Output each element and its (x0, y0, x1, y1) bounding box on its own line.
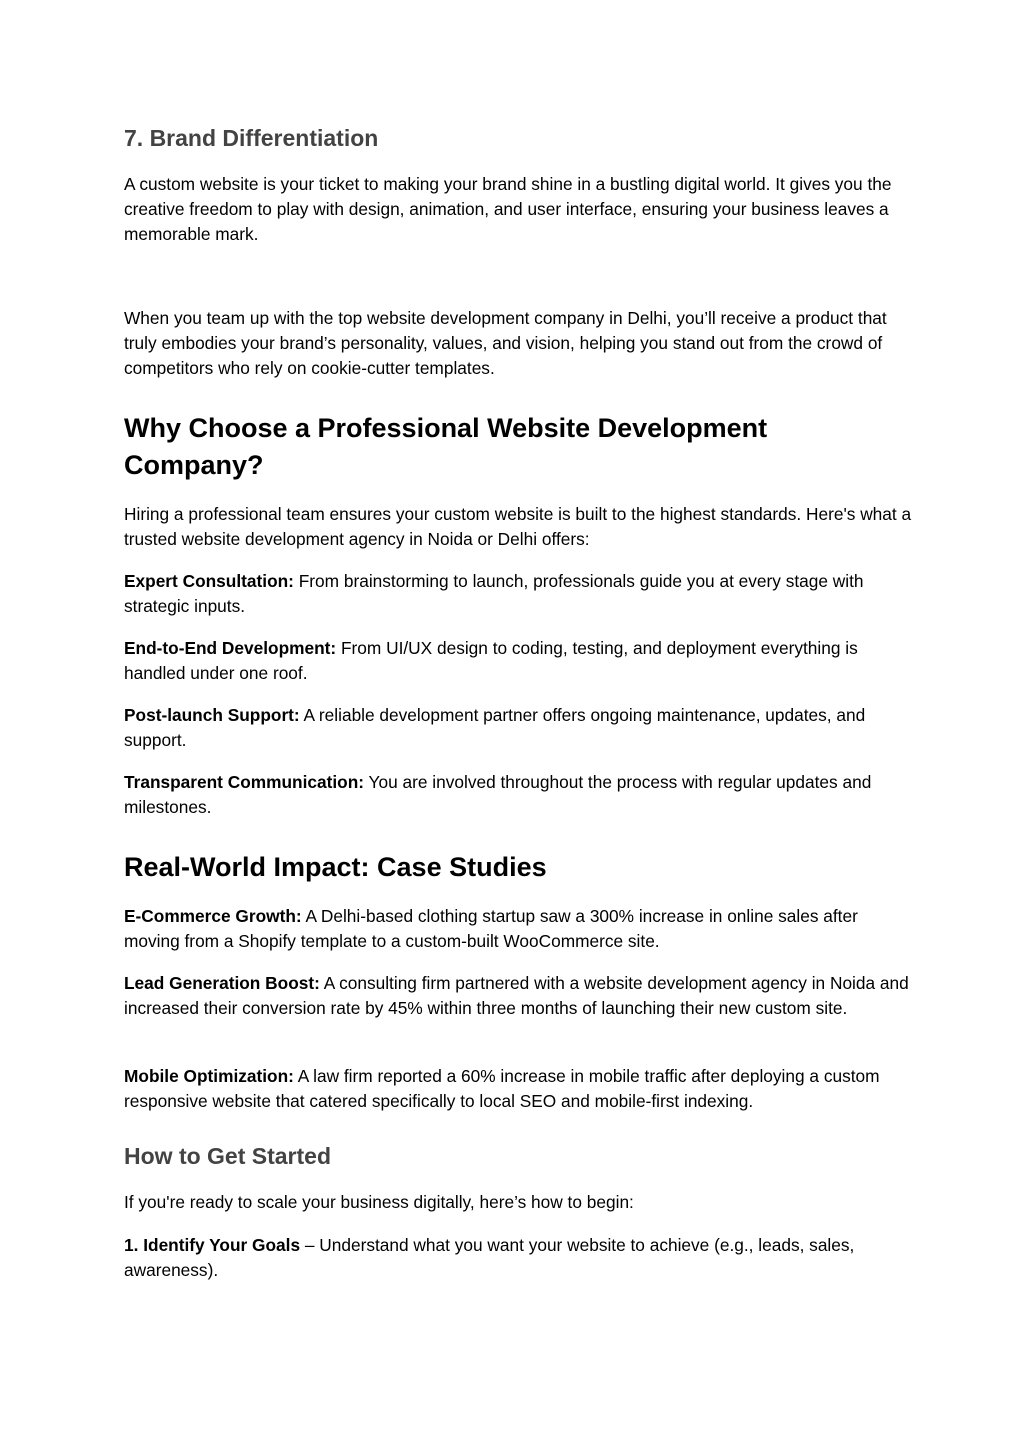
item-text: A consulting firm partnered with a website development agency in Noida and increased their conversion rate by 45% within three months of launching their new custom site. (124, 973, 909, 1018)
item-text: You are involved throughout the process with regular updates and milestones. (124, 772, 872, 817)
why-choose-intro: Hiring a professional team ensures your custom website is built to the highest standards. Here's what a trusted website development agency in Noida or Delhi offers: (124, 504, 912, 549)
item-text: From brainstorming to launch, professionals guide you at every stage with strategic inputs. (124, 571, 864, 616)
get-started-intro: If you're ready to scale your business digitally, here’s how to begin: (124, 1192, 634, 1212)
brand-paragraph-2: When you team up with the top website development company in Delhi, you’ll receive a product that truly embodies your brand’s personality, values, and vision, helping you stand out from the crowd of competitors who rely on cookie-cutter templates. (124, 308, 887, 378)
case-studies-heading: Real-World Impact: Case Studies (124, 852, 547, 882)
item-label: E-Commerce Growth: (124, 906, 302, 926)
why-item-transparent (124, 770, 914, 820)
item-label: Transparent Communication: (124, 772, 365, 792)
why-item-post-launch (124, 703, 914, 753)
case-item-mobile (124, 1064, 914, 1114)
brand-differentiation-heading: 7. Brand Differentiation (124, 125, 379, 151)
item-label: Lead Generation Boost: (124, 973, 320, 993)
item-text: A law firm reported a 60% increase in mobile traffic after deploying a custom responsive website that catered specifically to local SEO and mobile-first indexing. (124, 1066, 880, 1111)
item-label: Post-launch Support: (124, 705, 300, 725)
item-text: From UI/UX design to coding, testing, and deployment everything is handled under one roof. (124, 638, 858, 683)
brand-paragraph-1: A custom website is your ticket to making your brand shine in a bustling digital world. It gives you the creative freedom to play with design, animation, and user interface, ensuring your business leaves a memorable mark. (124, 174, 892, 244)
get-started-heading: How to Get Started (124, 1143, 332, 1169)
case-item-ecommerce (124, 904, 914, 954)
why-item-expert-consultation (124, 569, 914, 619)
why-item-end-to-end (124, 636, 914, 686)
item-label: End-to-End Development: (124, 638, 337, 658)
step-text: – Understand what you want your website to achieve (e.g., leads, sales, awareness). (124, 1235, 855, 1280)
item-text: A reliable development partner offers ongoing maintenance, updates, and support. (124, 705, 866, 750)
item-label: Expert Consultation: (124, 571, 294, 591)
start-step-identify-goals (124, 1233, 914, 1283)
item-label: Mobile Optimization: (124, 1066, 294, 1086)
step-label: 1. Identify Your Goals (124, 1235, 301, 1255)
item-text: A Delhi-based clothing startup saw a 300% increase in online sales after moving from a Shopify template to a custom-built WooCommerce site. (124, 906, 858, 951)
why-choose-heading: Why Choose a Professional Website Development Company? (124, 413, 768, 480)
case-item-lead-generation (124, 971, 914, 1021)
